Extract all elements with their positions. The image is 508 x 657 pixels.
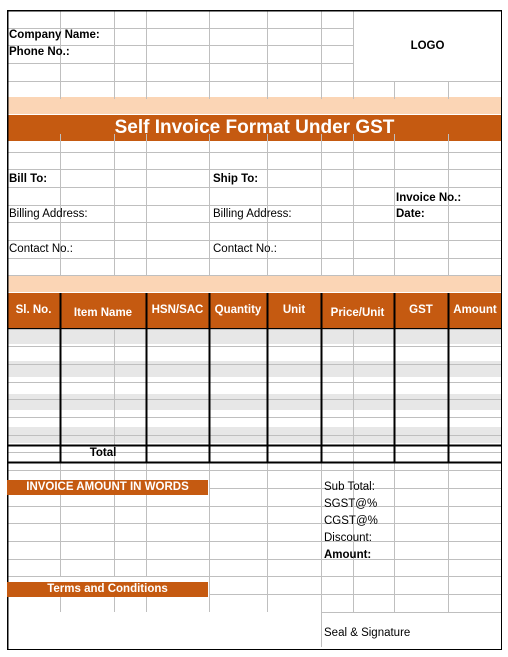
date-label: Date: [396,208,425,220]
discount-label: Discount: [324,532,372,544]
cell-grid [7,10,502,650]
cgst-label: CGST@% [324,515,378,527]
ship-billing-address-label: Billing Address: [213,208,292,220]
invoice-no-label: Invoice No.: [396,192,462,204]
amount-label: Amount: [324,549,372,561]
invoice-sheet [7,10,502,650]
ship-to-label: Ship To: [213,173,259,185]
terms-heading: Terms and Conditions [7,582,208,597]
column-header-price-unit: Price/Unit [330,307,385,319]
ship-contact-label: Contact No.: [213,243,277,255]
phone-label: Phone No.: [9,46,70,58]
seal-signature-label: Seal & Signature [324,627,411,639]
total-label: Total [89,447,117,459]
company-name-label: Company Name: [9,29,100,41]
sub-total-label: Sub Total: [324,481,375,493]
column-header-item-name: Item Name [73,307,133,319]
contact-label: Contact No.: [9,243,73,255]
amount-in-words-heading: INVOICE AMOUNT IN WORDS [7,480,208,495]
column-header-unit: Unit [282,304,306,316]
column-header-quantity: Quantity [214,304,262,316]
billing-address-label: Billing Address: [9,208,88,220]
column-header-hsn-sac: HSN/SAC [151,304,204,316]
bill-to-label: Bill To: [9,173,48,185]
sgst-label: SGST@% [324,498,378,510]
column-header-sl-no: Sl. No. [15,304,52,316]
logo-placeholder: LOGO [410,40,445,52]
column-header-gst: GST [409,304,433,316]
page-title: Self Invoice Format Under GST [114,117,395,138]
column-header-amount: Amount [453,304,497,316]
